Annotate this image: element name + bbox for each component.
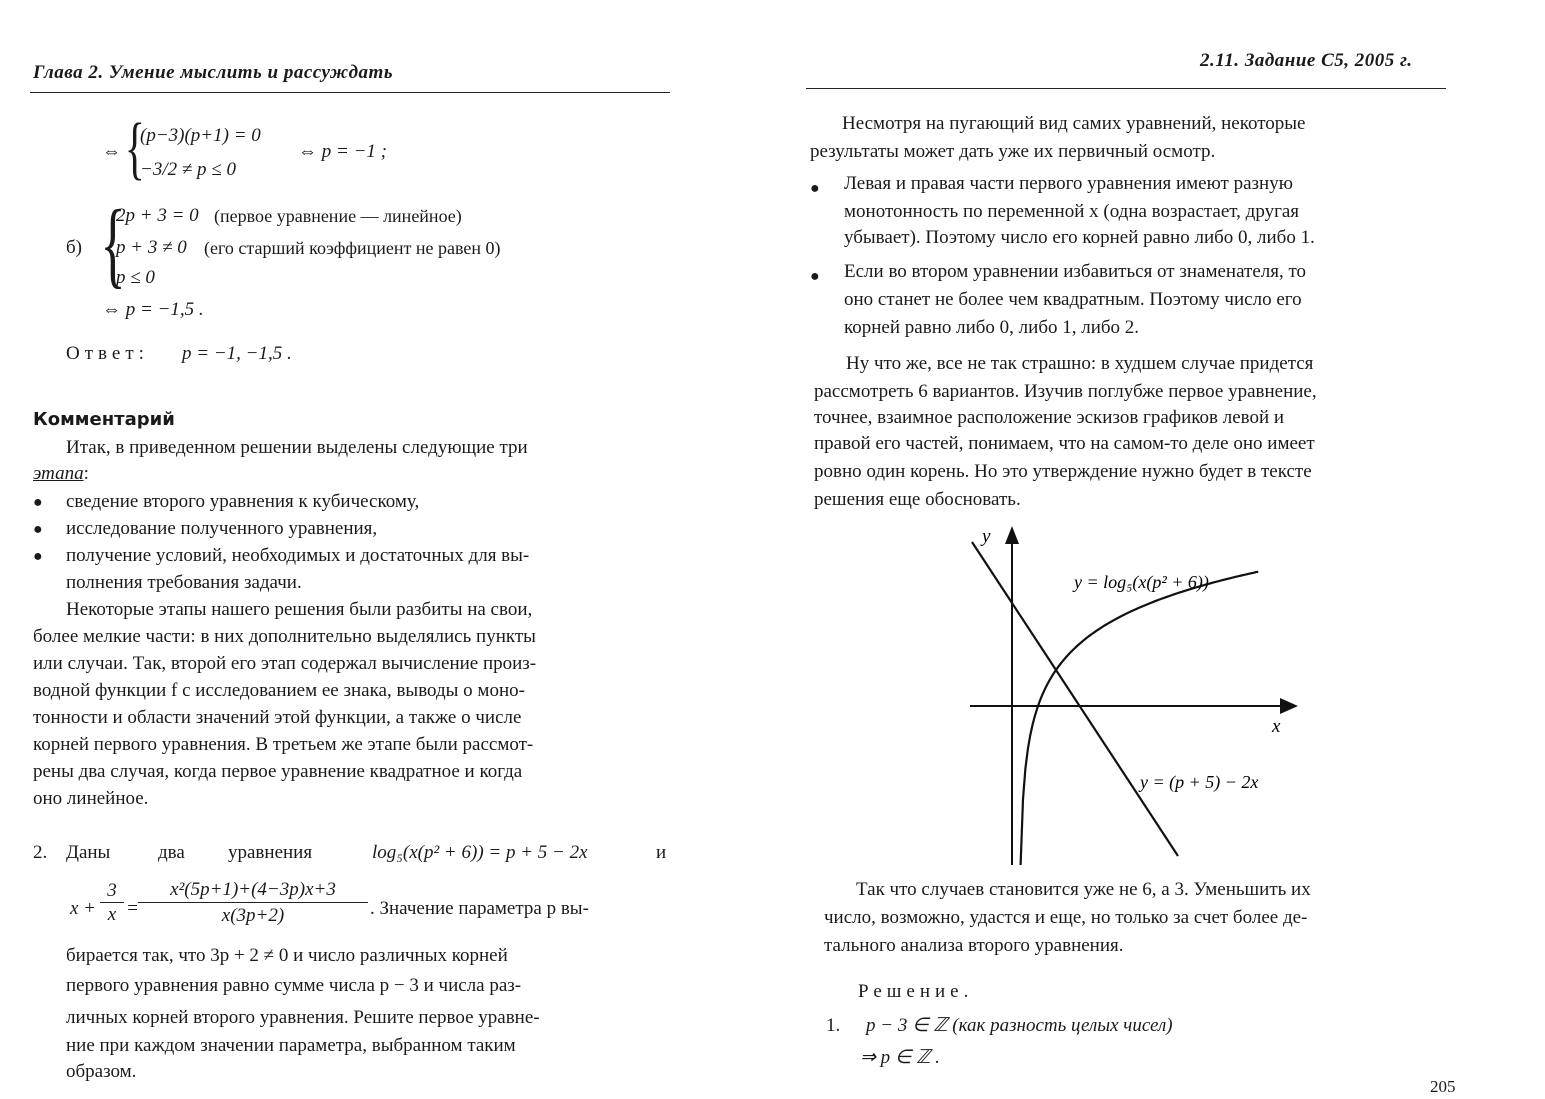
fraction-denominator: x: [107, 904, 117, 925]
list-item: получение условий, необходимых и достаточных для вы-: [66, 545, 530, 566]
paragraph-line: более мелкие части: в них дополнительно выделялись пункты: [33, 626, 536, 647]
problem-word: Даны: [66, 842, 111, 863]
system-brace: {: [100, 190, 126, 297]
paragraph-line: Так что случаев становится уже не 6, а 3. Уменьшить их: [856, 879, 1311, 900]
step-number: 1.: [826, 1015, 841, 1036]
list-item-continuation: полнения требования задачи.: [66, 572, 302, 593]
system-b-eq2-note: (его старший коэффициент не равен 0): [204, 238, 501, 258]
bullet-dot: ●: [810, 180, 820, 197]
problem-line: образом.: [66, 1061, 137, 1082]
system-b-label: б): [66, 237, 82, 258]
system-brace: {: [124, 110, 145, 187]
problem-word: два: [158, 842, 185, 863]
paragraph-line: рены два случая, когда первое уравнение квадратное и когда: [33, 761, 523, 782]
comment-heading: Комментарий: [33, 409, 175, 430]
stage-word: этапа: [33, 463, 84, 484]
list-item-line: Левая и правая части первого уравнения имеют разную: [844, 173, 1293, 194]
system-b-eq1-note: (первое уравнение — линейное): [214, 206, 462, 226]
system-a-result: ⇔ p = −1 ;: [298, 141, 387, 162]
list-item: сведение второго уравнения к кубическому,: [66, 491, 420, 512]
bullet-dot: ●: [33, 521, 43, 538]
rational-fraction: [138, 878, 368, 929]
log-curve: [1021, 572, 1259, 865]
paragraph-line: правой его частей, понимаем, что на самом-то деле оно имеет: [814, 433, 1315, 454]
paragraph-line: тонности и области значений этой функции, а также о числе: [33, 707, 522, 728]
left-page-header: Глава 2. Умение мыслить и рассуждать: [33, 62, 393, 83]
answer-label: Ответ:: [66, 343, 149, 364]
x-axis-arrow: [1280, 698, 1298, 714]
y-axis-arrow: [1005, 526, 1019, 544]
fraction-3-over-x: [100, 880, 124, 927]
fraction-denominator: x(3p+2): [221, 905, 285, 926]
system-b-result: ⇔ p = −1,5 .: [102, 299, 204, 320]
fraction-numerator: 3: [100, 880, 124, 903]
header-rule: [30, 92, 670, 93]
y-axis-label: y: [982, 526, 991, 547]
paragraph-line: корней первого уравнения. В третьем же этапе были рассмот-: [33, 734, 534, 755]
x-axis-label: x: [1272, 716, 1281, 737]
comment-line: Итак, в приведенном решении выделены следующие три: [66, 437, 528, 458]
equals-sign: =: [126, 898, 139, 919]
list-item: исследование полученного уравнения,: [66, 518, 378, 539]
colon: :: [83, 463, 89, 484]
linear-line-label: y = (p + 5) − 2x: [1140, 772, 1259, 792]
problem-line: первого уравнения равно сумме числа p − 3 и числа раз-: [66, 975, 522, 996]
step-result: ⇒ p ∈ ℤ .: [860, 1047, 940, 1068]
list-item-line: корней равно либо 0, либо 1, либо 2.: [844, 317, 1140, 338]
problem-text: . Значение параметра p вы-: [370, 898, 589, 919]
solution-label: Решение.: [858, 981, 974, 1002]
paragraph-line: результаты может дать уже их первичный осмотр.: [810, 141, 1216, 162]
bullet-dot: ●: [33, 548, 43, 565]
second-equation-lhs: x +: [70, 898, 97, 919]
problem-line: бирается так, что 3p + 2 ≠ 0 и число различных корней: [66, 945, 508, 966]
list-item-line: убывает). Поэтому число его корней равно либо 0, либо 1.: [844, 227, 1315, 248]
paragraph-line: тального анализа второго уравнения.: [824, 935, 1124, 956]
system-b-eq1: 2p + 3 = 0: [116, 205, 199, 226]
paragraph-line: число, возможно, удастся и еще, но только за счет более де-: [824, 907, 1308, 928]
problem-word: и: [656, 842, 667, 863]
problem-word: уравнения: [228, 842, 313, 863]
problem-line: личных корней второго уравнения. Решите первое уравне-: [66, 1007, 540, 1028]
paragraph-line: точнее, взаимное расположение эскизов графиков левой и: [814, 407, 1285, 428]
header-rule: [806, 88, 1446, 89]
list-item-line: монотонность по переменной x (одна возрастает, другая: [844, 201, 1300, 222]
comment-line: [33, 462, 89, 486]
paragraph-line: Несмотря на пугающий вид самих уравнений, некоторые: [842, 113, 1306, 134]
answer-value: p = −1, −1,5 .: [182, 343, 292, 364]
system-b-eq2: p + 3 ≠ 0: [116, 237, 187, 258]
paragraph-line: рассмотреть 6 вариантов. Изучив поглубже первое уравнение,: [814, 381, 1317, 402]
paragraph-line: или случаи. Так, второй его этап содержал вычисление произ-: [33, 653, 537, 674]
problem-line: ние при каждом значении параметра, выбранном таким: [66, 1035, 516, 1056]
system-a-eq1: (p−3)(p+1) = 0: [140, 125, 261, 146]
paragraph-line: водной функции f с исследованием ее знака, выводы о моно-: [33, 680, 525, 701]
bullet-dot: ●: [33, 494, 43, 511]
paragraph-line: Некоторые этапы нашего решения были разбиты на свои,: [66, 599, 533, 620]
left-page: [0, 0, 700, 1087]
function-graph: [960, 520, 1320, 870]
first-equation: log₅(x(p² + 6)) = p + 5 − 2x: [372, 842, 588, 863]
list-item-line: оно станет не более чем квадратным. Поэтому число его: [844, 289, 1302, 310]
paragraph-line: решения еще обосновать.: [814, 489, 1021, 510]
bullet-dot: ●: [810, 268, 820, 285]
equivalence-arrow: ⇔: [102, 141, 121, 162]
page-number: 205: [1430, 1077, 1456, 1096]
system-b-eq3: p ≤ 0: [116, 267, 155, 288]
paragraph-line: Ну что же, все не так страшно: в худшем случае придется: [846, 353, 1314, 374]
problem-number: 2.: [33, 842, 48, 863]
log-curve-label: y = log₅(x(p² + 6)): [1074, 572, 1209, 592]
paragraph-line: ровно один корень. Но это утверждение нужно будет в тексте: [814, 461, 1312, 482]
fraction-numerator: x²(5p+1)+(4−3p)x+3: [138, 878, 368, 903]
step-text: p − 3 ∈ ℤ (как разность целых чисел): [866, 1015, 1173, 1036]
right-page-header: 2.11. Задание С5, 2005 г.: [1200, 50, 1413, 71]
right-page: [790, 0, 1490, 1096]
paragraph-line: оно линейное.: [33, 788, 149, 809]
system-a-eq2: −3/2 ≠ p ≤ 0: [140, 159, 236, 180]
list-item-line: Если во втором уравнении избавиться от знаменателя, то: [844, 261, 1307, 282]
